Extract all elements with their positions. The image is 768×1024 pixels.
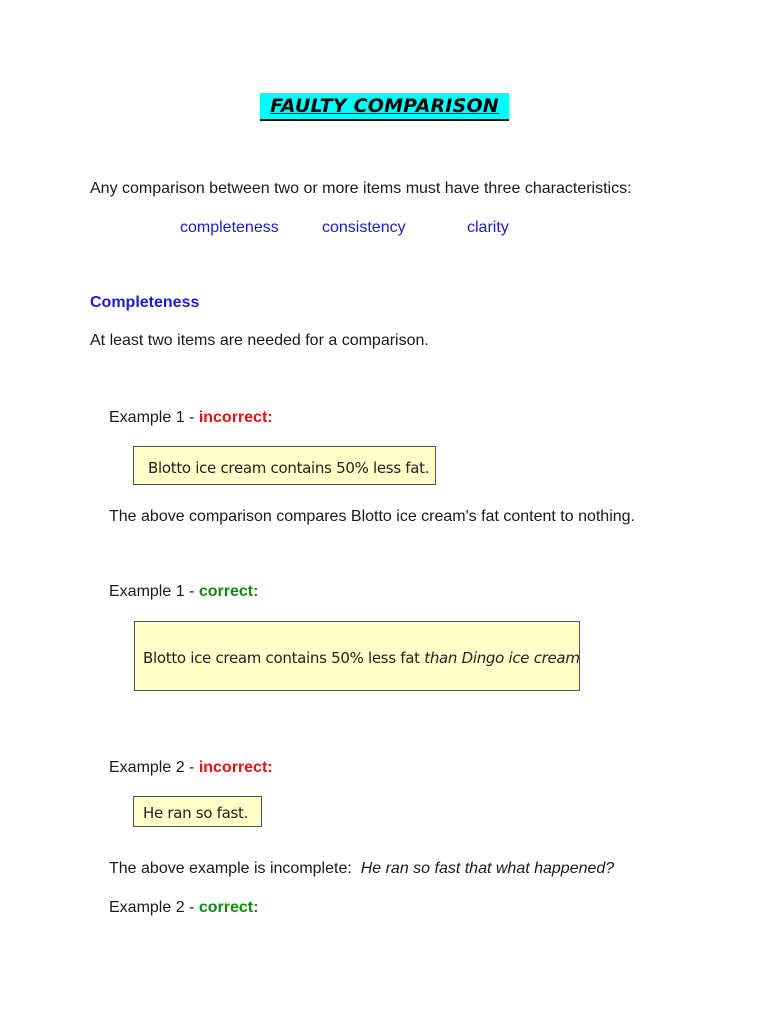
example-2-correct-label — [109, 898, 258, 918]
box-text-plain: Blotto ice cream contains 50% less fat — [143, 649, 425, 667]
example-note: The above comparison compares Blotto ice cream's fat content to nothing. — [109, 508, 635, 525]
intro-text: Any comparison between two or more items must have three characteristics: — [90, 180, 632, 197]
example-2-incorrect-label — [109, 758, 273, 778]
example-box-text: Blotto ice cream contains 50% less fat. — [148, 459, 430, 477]
example-label: Example 1 - — [109, 409, 199, 426]
characteristic-clarity: clarity — [467, 219, 509, 236]
note-italic: He ran so fast that what happened? — [360, 860, 615, 877]
characteristic-completeness: completeness — [180, 219, 279, 236]
status-correct: correct: — [198, 583, 259, 600]
example-1-correct-label — [109, 582, 258, 602]
example-1-incorrect-label — [109, 408, 273, 428]
example-box-text — [143, 649, 580, 667]
status-incorrect: incorrect: — [198, 409, 273, 426]
example-label: Example 2 - — [109, 899, 199, 916]
section-description: At least two items are needed for a comparison. — [90, 332, 429, 349]
status-incorrect: incorrect: — [198, 759, 273, 776]
example-box — [133, 796, 262, 827]
characteristic-consistency: consistency — [322, 219, 406, 236]
section-heading: Completeness — [90, 294, 200, 311]
status-correct: correct: — [198, 899, 259, 916]
note-plain: The above example is incomplete: — [109, 860, 352, 877]
example-label: Example 2 - — [109, 759, 199, 776]
page-title: FAULTY COMPARISON — [260, 93, 509, 121]
example-box-text: He ran so fast. — [143, 804, 249, 822]
example-box — [134, 621, 580, 691]
box-text-italic: than Dingo ice cream — [424, 649, 580, 667]
example-box — [133, 446, 436, 485]
example-note — [109, 859, 614, 879]
example-label: Example 1 - — [109, 583, 199, 600]
